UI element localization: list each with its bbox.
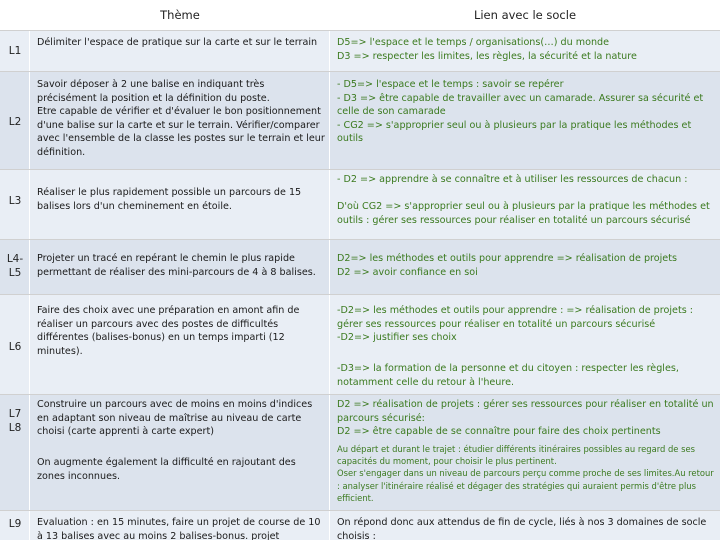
theme-text: On augmente également la difficulté en rajoutant des zones inconnues. [37, 457, 296, 482]
table-row [0, 240, 720, 295]
theme-text: Réaliser le plus rapidement possible un parcours de 15 balises lors d'un cheminement en étoile. [37, 187, 302, 212]
socle-text: -D2=> les méthodes et outils pour apprendre : => réalisation de projets : gérer ses ressources pour réaliser en totalité un parcours sécurisé -D2=> justifier ses choix [337, 305, 693, 344]
row-label: L4- L5 [6, 253, 24, 279]
row-label: L7 L8 [8, 408, 22, 434]
socle-text: -D3=> la formation de la personne et du citoyen : respecter les règles, notamment celle du retour à l'heure. [337, 363, 679, 388]
socle-text: D2 => réalisation de projets : gérer ses ressources pour réaliser en totalité un parcours sécurisé: D2 => être capable de se connaître pour faire des choix pertinents [337, 399, 714, 438]
header-theme-cell [30, 0, 330, 30]
row-label: L1 [8, 45, 22, 57]
header-socle-cell [330, 0, 720, 30]
theme-text: Projeter un tracé en repérant le chemin le plus rapide permettant de réaliser des mini-parcours de 4 à 8 balises. [37, 253, 316, 278]
row-label: L3 [8, 195, 22, 207]
theme-text: Construire un parcours avec de moins en moins d'indices en adaptant son niveau de maîtrise au niveau de carte choisi (carte apprenti à carte expert) [37, 399, 313, 438]
socle-text: Au départ et durant le trajet : étudier différents itinéraires possibles au regard de ses capacités du moment, pour choisir le plus pertinent. Oser s'engager dans un niveau de parcours perçu comme proche de ses limites.Au retour : analyser l'itinéraire réalisé et dégager des stratégies qui auraient permis d'être plus efficient. [337, 444, 714, 503]
socle-text: - D2 => apprendre à se connaître et à utiliser les ressources de chacun : [337, 174, 688, 185]
table-row [0, 72, 720, 170]
socle-text: On répond donc aux attendus de fin de cycle, liés à nos 3 domaines de socle choisis : [337, 517, 707, 540]
theme-text: Faire des choix avec une préparation en amont afin de réaliser un parcours avec des postes de difficultés différentes (balises-bonus) en un temps imparti (12 minutes). [37, 305, 300, 357]
socle-text: D5=> l'espace et le temps / organisations(…) du monde D3 => respecter les limites, les règles, la sécurité et la nature [337, 37, 637, 62]
table-row [0, 511, 720, 540]
header-socle: Lien avec le socle [473, 8, 577, 22]
header-theme: Thème [160, 8, 200, 22]
theme-text: Savoir déposer à 2 une balise en indiquant très précisément la position et la définition du poste. Etre capable de vérifier et d'évaluer le bon positionnement d'une balise sur la carte et sur le terrain. Vérifier/comparer avec l'ensemble de la classe les postes sur le terrain et leur définition. [37, 79, 325, 158]
table-row [0, 170, 720, 240]
row-label: L2 [8, 116, 22, 128]
row-label: L6 [8, 341, 22, 353]
theme-text: Evaluation : en 15 minutes, faire un projet de course de 10 à 13 balises avec au moins 2 balises-bonus. projet [37, 517, 321, 540]
socle-text: D2=> les méthodes et outils pour apprendre => réalisation de projets D2 => avoir confiance en soi [337, 253, 677, 278]
socle-text: D'où CG2 => s'approprier seul ou à plusieurs par la pratique les méthodes et outils : gérer ses ressources pour réaliser en totalité un parcours sécurisé [337, 201, 710, 226]
table-row [0, 395, 720, 511]
row-label: L9 [8, 518, 22, 530]
theme-text: Délimiter l'espace de pratique sur la carte et sur le terrain [37, 37, 318, 48]
table-header [0, 0, 720, 31]
table-row [0, 295, 720, 395]
socle-text: - D5=> l'espace et le temps : savoir se repérer - D3 => être capable de travailler avec un camarade. Assurer sa sécurité et celle de son camarade - CG2 => s'approprier seul ou à plusieurs par la pratique les méthodes et outils [337, 79, 704, 145]
table-row [0, 31, 720, 72]
header-label-cell [0, 0, 30, 30]
